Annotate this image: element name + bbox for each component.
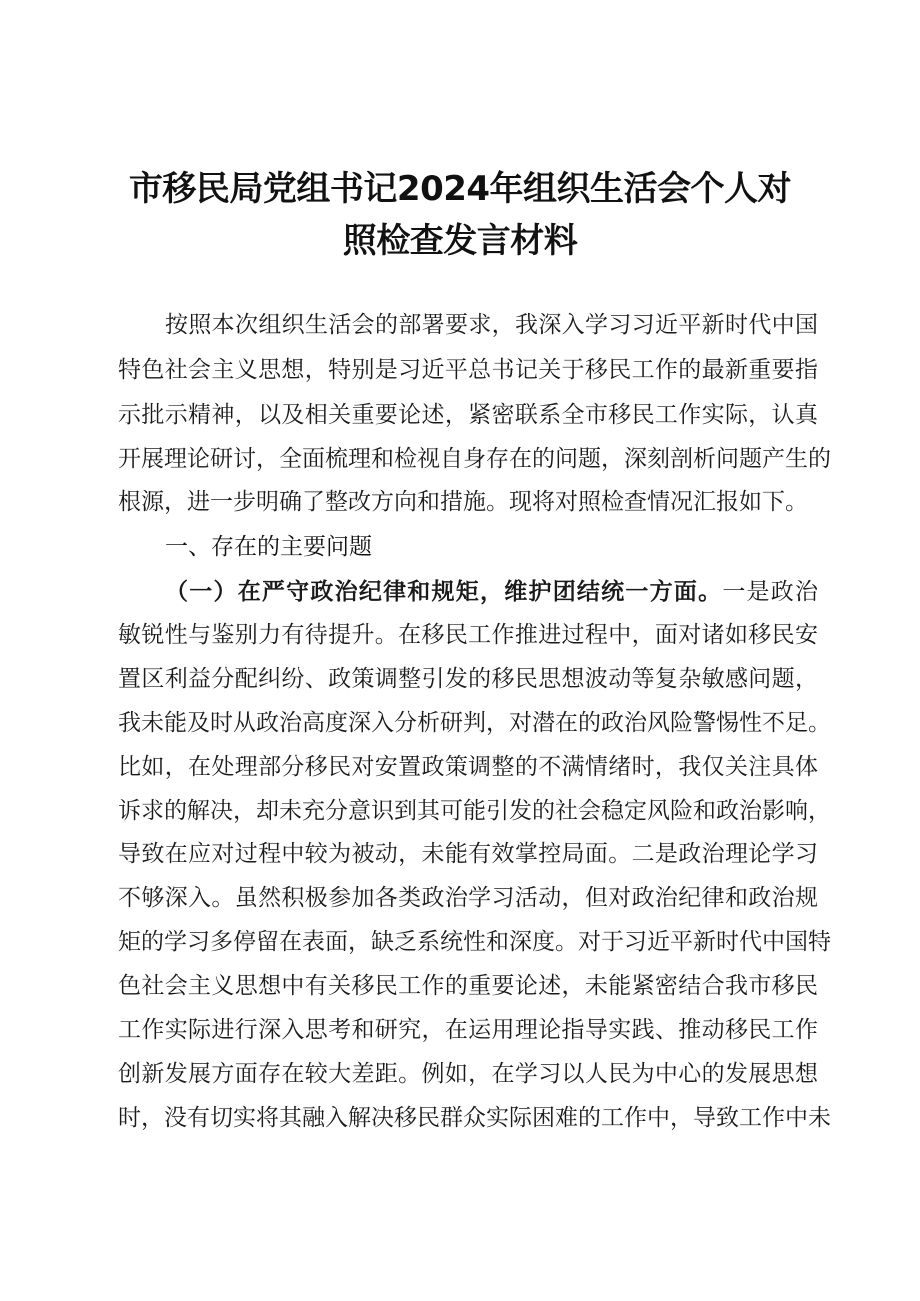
body-line: 置区利益分配纠纷、政策调整引发的移民思想波动等复杂敏感问题， <box>118 666 818 692</box>
section-heading: 一、存在的主要问题 <box>165 534 372 560</box>
body-line: 矩的学习多停留在表面，缺乏系统性和深度。对于习近平新时代中国特 <box>118 929 831 955</box>
body-line: 诉求的解决，却未充分意识到其可能引发的社会稳定风险和政治影响， <box>118 798 831 824</box>
document-title-line-2: 照检查发言材料 <box>342 221 578 261</box>
body-line: 不够深入。虽然积极参加各类政治学习活动，但对政治纪律和政治规 <box>118 885 818 911</box>
body-line: 我未能及时从政治高度深入分析研判，对潜在的政治风险警惕性不足。 <box>118 710 831 736</box>
intro-line: 开展理论研讨，全面梳理和检视自身存在的问题，深刻剖析问题产生的 <box>118 446 831 472</box>
intro-line: 根源，进一步明确了整改方向和措施。现将对照检查情况汇报如下。 <box>118 489 808 515</box>
body-line: 创新发展方面存在较大差距。例如，在学习以人民为中心的发展思想 <box>118 1061 818 1087</box>
body-text: 一是政治 <box>722 579 819 605</box>
subsection-heading: （一）在严守政治纪律和规矩，维护团结统一方面。 <box>165 578 723 605</box>
intro-line: 示批示精神，以及相关重要论述，紧密联系全市移民工作实际，认真 <box>118 402 818 428</box>
intro-line: 特色社会主义思想，特别是习近平总书记关于移民工作的最新重要指 <box>118 357 818 383</box>
body-line: 时，没有切实将其融入解决移民群众实际困难的工作中，导致工作中未 <box>118 1105 831 1131</box>
subsection-first-line <box>165 580 818 604</box>
body-line: 色社会主义思想中有关移民工作的重要论述，未能紧密结合我市移民 <box>118 973 818 999</box>
body-line: 工作实际进行深入思考和研究，在运用理论指导实践、推动移民工作 <box>118 1017 818 1043</box>
body-line: 敏锐性与鉴别力有待提升。在移民工作推进过程中，面对诸如移民安 <box>118 622 818 648</box>
intro-line: 按照本次组织生活会的部署要求，我深入学习习近平新时代中国 <box>165 312 818 338</box>
body-line: 导致在应对过程中较为被动，未能有效掌控局面。二是政治理论学习 <box>118 841 818 867</box>
document-title-line-1: 市移民局党组书记2024年组织生活会个人对 <box>128 169 792 209</box>
body-line: 比如，在处理部分移民对安置政策调整的不满情绪时，我仅关注具体 <box>118 754 818 780</box>
